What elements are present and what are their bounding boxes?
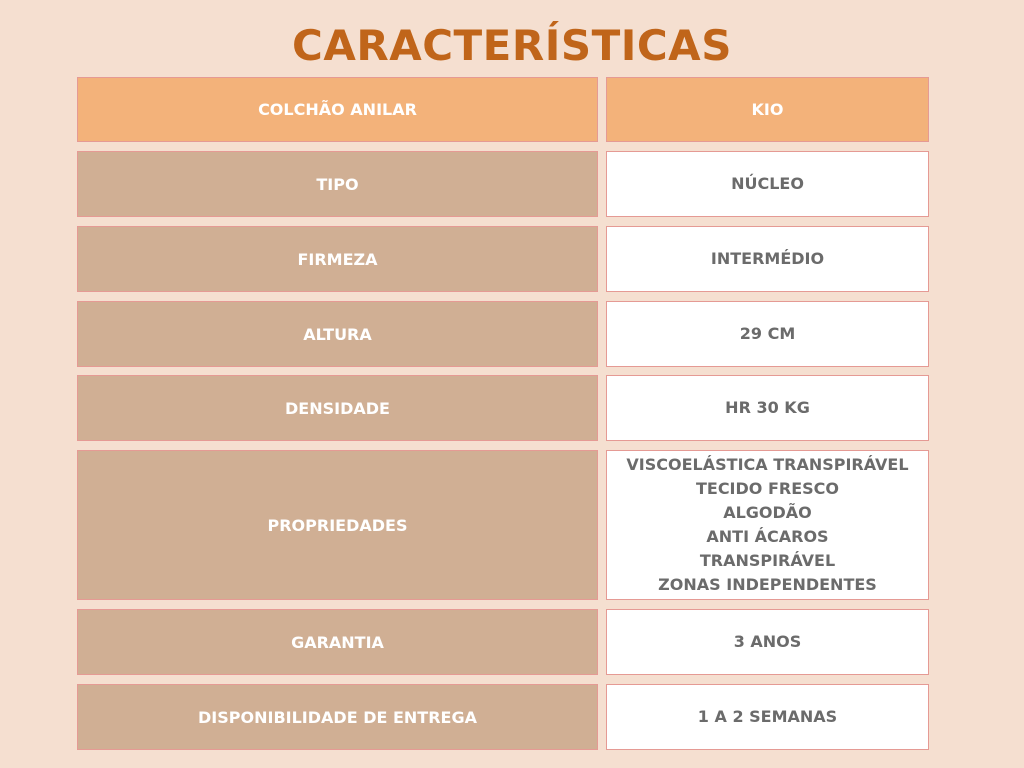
row-label-firmeza: [77, 226, 598, 292]
row-label-altura: [77, 301, 598, 367]
row-value-text: NÚCLEO: [731, 174, 804, 193]
row-label-garantia: [77, 609, 598, 675]
row-value-line: ALGODÃO: [723, 503, 812, 522]
header-product-name-text: COLCHÃO ANILAR: [258, 100, 417, 119]
row-value-line: TECIDO FRESCO: [695, 479, 840, 498]
row-value-text: INTERMÉDIO: [710, 249, 825, 268]
row-value-line: ZONAS INDEPENDENTES: [658, 575, 877, 594]
row-value-firmeza: [606, 226, 929, 292]
row-label-text: FIRMEZA: [297, 249, 378, 269]
row-label-text: GARANTIA: [291, 632, 384, 652]
row-value-garantia: [606, 609, 929, 675]
row-label-text: PROPRIEDADES: [267, 515, 408, 535]
row-value-text: 1 A 2 SEMANAS: [697, 707, 838, 726]
row-label-text: DENSIDADE: [285, 398, 390, 418]
row-value-text: HR 30 KG: [725, 398, 810, 417]
row-label-text: ALTURA: [303, 324, 372, 344]
row-label-text: TIPO: [316, 174, 359, 194]
header-model-name-text: KIO: [751, 100, 784, 119]
page-title: CARACTERÍSTICAS: [292, 21, 732, 70]
row-value-tipo: [606, 151, 929, 217]
row-value-text: 3 ANOS: [733, 632, 802, 651]
row-label-text: DISPONIBILIDADE DE ENTREGA: [198, 707, 477, 727]
row-value-altura: [606, 301, 929, 367]
row-label-propriedades: [77, 450, 598, 600]
row-label-disponibilidade: [77, 684, 598, 750]
row-value-disponibilidade: [606, 684, 929, 750]
row-value-line: TRANSPIRÁVEL: [699, 551, 836, 570]
row-label-tipo: [77, 151, 598, 217]
row-label-densidade: [77, 375, 598, 441]
header-product-name: [77, 77, 598, 142]
header-model-name: [606, 77, 929, 142]
row-value-line: VISCOELÁSTICA TRANSPIRÁVEL: [626, 455, 909, 474]
row-value-densidade: [606, 375, 929, 441]
row-value-propriedades: [606, 450, 929, 600]
row-value-text: 29 CM: [739, 324, 796, 343]
row-value-line: ANTI ÁCAROS: [706, 527, 829, 546]
